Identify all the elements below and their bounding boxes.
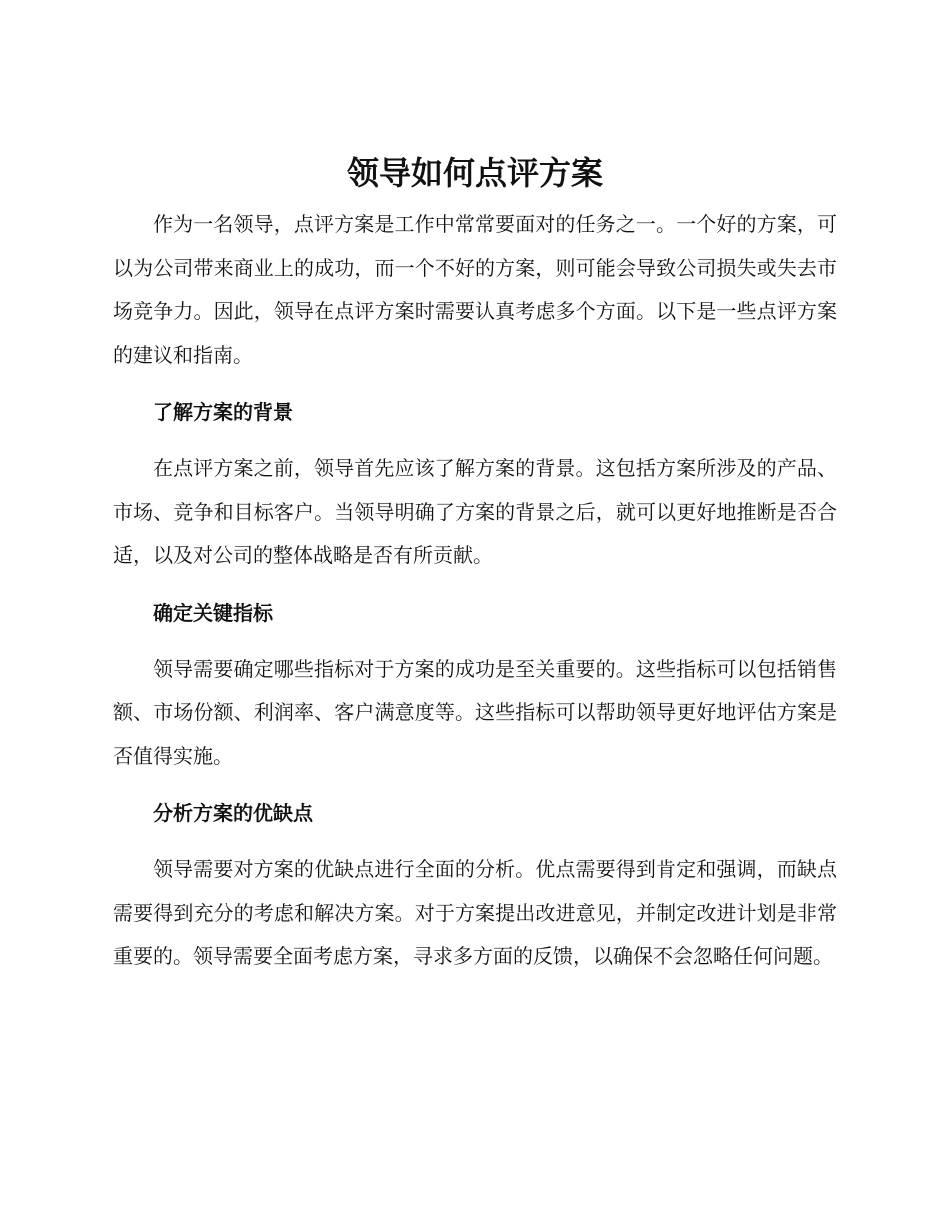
section-heading-key-metrics: 确定关键指标 — [153, 600, 273, 625]
section-heading-background: 了解方案的背景 — [153, 400, 293, 424]
section-body-background: 在点评方案之前，领导首先应该了解方案的背景。这包括方案所涉及的产品、市场、竞争和目标客户。当领导明确了方案的背景之后，就可以更好地推断是否合适，以及对公司的整体战略是否有所贡献。 — [113, 456, 837, 567]
intro-paragraph: 作为一名领导，点评方案是工作中常常要面对的任务之一。一个好的方案，可以为公司带来商业上的成功，而一个不好的方案，则可能会导致公司损失或失去市场竞争力。因此，领导在点评方案时需要认真考虑多个方面。以下是一些点评方案的建议和指南。 — [113, 212, 837, 367]
section-body-key-metrics: 领导需要确定哪些指标对于方案的成功是至关重要的。这些指标可以包括销售额、市场份额、利润率、客户满意度等。这些指标可以帮助领导更好地评估方案是否值得实施。 — [113, 656, 837, 768]
section-heading-pros-cons: 分析方案的优缺点 — [153, 801, 313, 825]
section-body-pros-cons: 领导需要对方案的优缺点进行全面的分析。优点需要得到肯定和强调，而缺点需要得到充分的考虑和解决方案。对于方案提出改进意见，并制定改进计划是非常重要的。领导需要全面考虑方案，寻求多方面的反馈，以确保不会忽略任何问题。 — [113, 857, 837, 968]
document-content — [113, 148, 837, 979]
document-title: 领导如何点评方案 — [346, 154, 603, 192]
